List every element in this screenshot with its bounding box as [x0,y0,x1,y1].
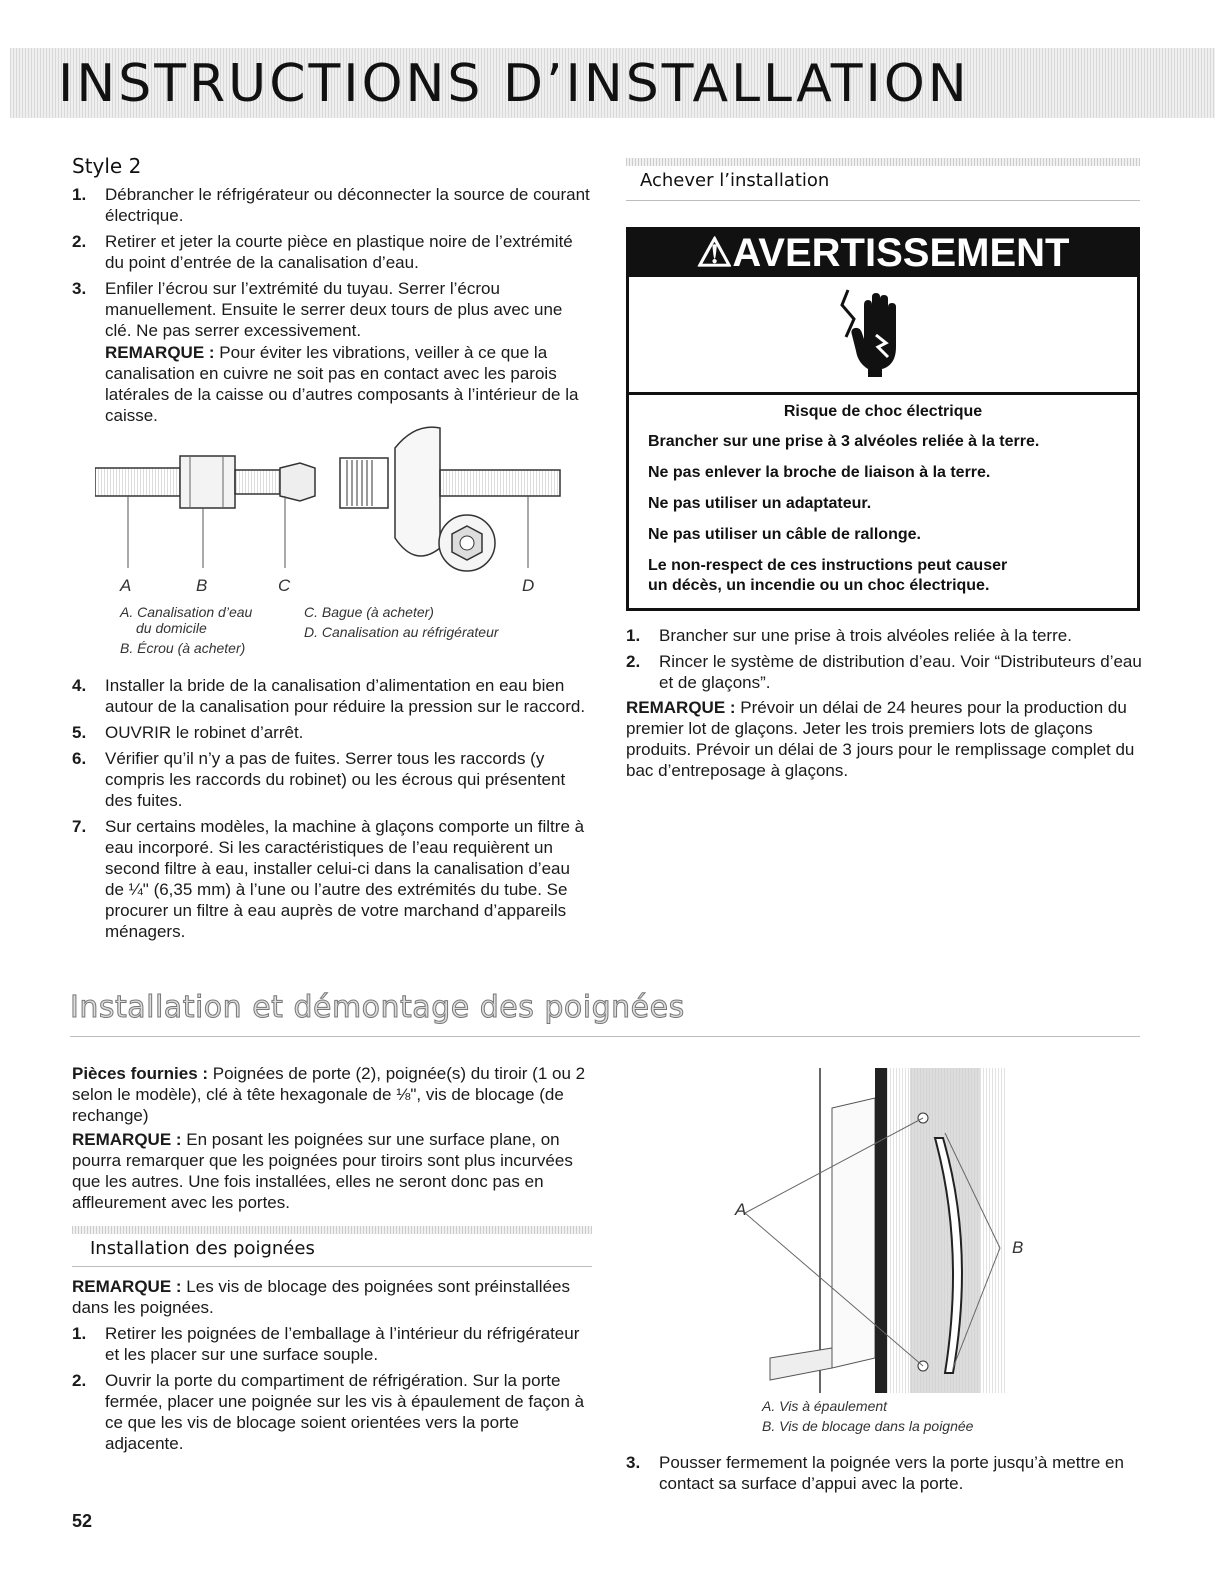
style-2-steps-b [72,675,592,947]
warning-line: Ne pas utiliser un câble de rallonge. [648,526,921,543]
handles-note-1: REMARQUE : En posant les poignées sur une surface plane, on pourra remarquer que les poignées pour tiroirs sont plus incurvées que les autres. Une fois installées, elles ne seront donc pas en affleurement avec les portes. [72,1130,573,1212]
section-rule [70,1036,1140,1037]
list-item: 1. Retirer les poignées de l’emballage à l’intérieur du réfrigérateur et les placer sur une surface souple. [72,1324,580,1364]
caption-c: C. Bague (à acheter) [304,604,434,620]
caption-d: D. Canalisation au réfrigérateur [304,624,499,640]
handles-section-heading: Installation et démontage des poignées [70,990,685,1025]
list-item: 1. Brancher sur une prise à trois alvéoles reliée à la terre. [626,626,1072,645]
style-2-heading: Style 2 [72,154,142,178]
warning-line: Le non-respect de ces instructions peut causer [648,557,1008,574]
section-rule [626,158,1140,166]
warning-line: Ne pas enlever la broche de liaison à la terre. [648,464,991,481]
handles-note-2: REMARQUE : Les vis de blocage des poignées sont préinstallées dans les poignées. [72,1277,570,1317]
handle-figure-label-a: A [735,1200,747,1219]
electric-shock-icon [838,285,918,380]
warning-header: ⚠AVERTISSEMENT [626,227,1140,277]
achever-note: REMARQUE : Prévoir un délai de 24 heures pour la production du premier lot de glaçons. Jeter les trois premiers lots de glaçons produits. Prévoir un délai de 3 jours pour le remplissage complet du bac d’entreposage à glaçons. [626,698,1135,780]
warning-line: Brancher sur une prise à 3 alvéoles reliée à la terre. [648,433,1040,450]
caption-a-cont: du domicile [136,620,207,636]
list-item: 1. Débrancher le réfrigérateur ou déconnecter la source de courant électrique. [72,185,590,225]
list-item: 3. Pousser fermement la poignée vers la porte jusqu’à mettre en contact sa surface d’appui avec la porte. [626,1453,1124,1493]
warning-line: Ne pas utiliser un adaptateur. [648,495,872,512]
page-header-title: INSTRUCTIONS D’INSTALLATION [58,54,970,114]
list-item: 2. Retirer et jeter la courte pièce en plastique noire de l’extrémité du point d’entrée de la canalisation d’eau. [72,232,573,272]
handle-figure-label-b: B [1012,1238,1024,1257]
caption-a: A. Canalisation d’eau [120,604,253,620]
warning-risk-title: Risque de choc électrique [783,403,983,420]
water-line-fitting-illustration [95,418,575,603]
door-handle-illustration [740,1068,1020,1393]
achever-heading: Achever l’installation [640,170,830,191]
list-item: 6. Vérifier qu’il n’y a pas de fuites. Serrer tous les raccords (y compris les raccords du robinet) ou les écrous qui présentent des fuites. [72,749,566,810]
handles-step-3 [626,1452,1146,1499]
style-2-steps-a [72,184,592,346]
list-item: 7. Sur certains modèles, la machine à glaçons comporte un filtre à eau incorporé. Si les caractéristiques de l’eau requièrent un second filtre à eau, installer celui-ci dans la canalisation d’eau de ¼" (6,35 mm) à l’une ou l’autre des extrémités du tube. Se procurer un filtre à eau auprès de votre marchand d’appareils ménagers. [72,817,585,941]
caption-b: B. Écrou (à acheter) [120,640,246,656]
figure-label-c: C [278,576,291,595]
handle-caption-b: B. Vis de blocage dans la poignée [762,1418,974,1434]
warning-line: un décès, un incendie ou un choc électrique. [648,577,990,594]
figure-label-b: B [196,576,208,595]
warning-triangle-icon: ⚠ [696,231,733,275]
handle-caption-a: A. Vis à épaulement [762,1398,888,1414]
page-number: 52 [72,1511,93,1531]
handles-steps [72,1323,592,1459]
list-item: 4. Installer la bride de la canalisation d’alimentation en eau bien autour de la canalisation pour réduire la pression sur le raccord. [72,676,586,716]
style-2-note: REMARQUE : Pour éviter les vibrations, veiller à ce que la canalisation en cuivre ne soit pas en contact avec les parois latérales de la caisse ou d’autres composants à l’intérieur de la caisse. [105,343,579,425]
parts-supplied: Pièces fournies : Poignées de porte (2), poignée(s) du tiroir (1 ou 2 selon le modèle), clé à tête hexagonale de ⅛", vis de blocage (de rechange) [72,1064,586,1125]
list-item: 2. Rincer le système de distribution d’eau. Voir “Distributeurs d’eau et de glaçons”. [626,652,1142,692]
section-rule [626,200,1140,201]
section-rule [72,1226,592,1234]
figure-label-d: D [522,576,535,595]
warning-divider [626,392,1140,395]
section-rule [72,1266,592,1267]
achever-steps [626,625,1146,698]
list-item: 3. Enfiler l’écrou sur l’extrémité du tuyau. Serrer l’écrou manuellement. Ensuite le serrer deux tours de plus avec une clé. Ne pas serrer excessivement. [72,279,563,340]
handles-install-subheading: Installation des poignées [90,1238,315,1259]
list-item: 2. Ouvrir la porte du compartiment de réfrigération. Sur la porte fermée, placer une poignée sur les vis à épaulement de façon à ce que les vis de blocage soient orientées vers la porte adjacente. [72,1371,585,1453]
figure-label-a: A [120,576,132,595]
list-item: 5. OUVRIR le robinet d’arrêt. [72,723,304,742]
